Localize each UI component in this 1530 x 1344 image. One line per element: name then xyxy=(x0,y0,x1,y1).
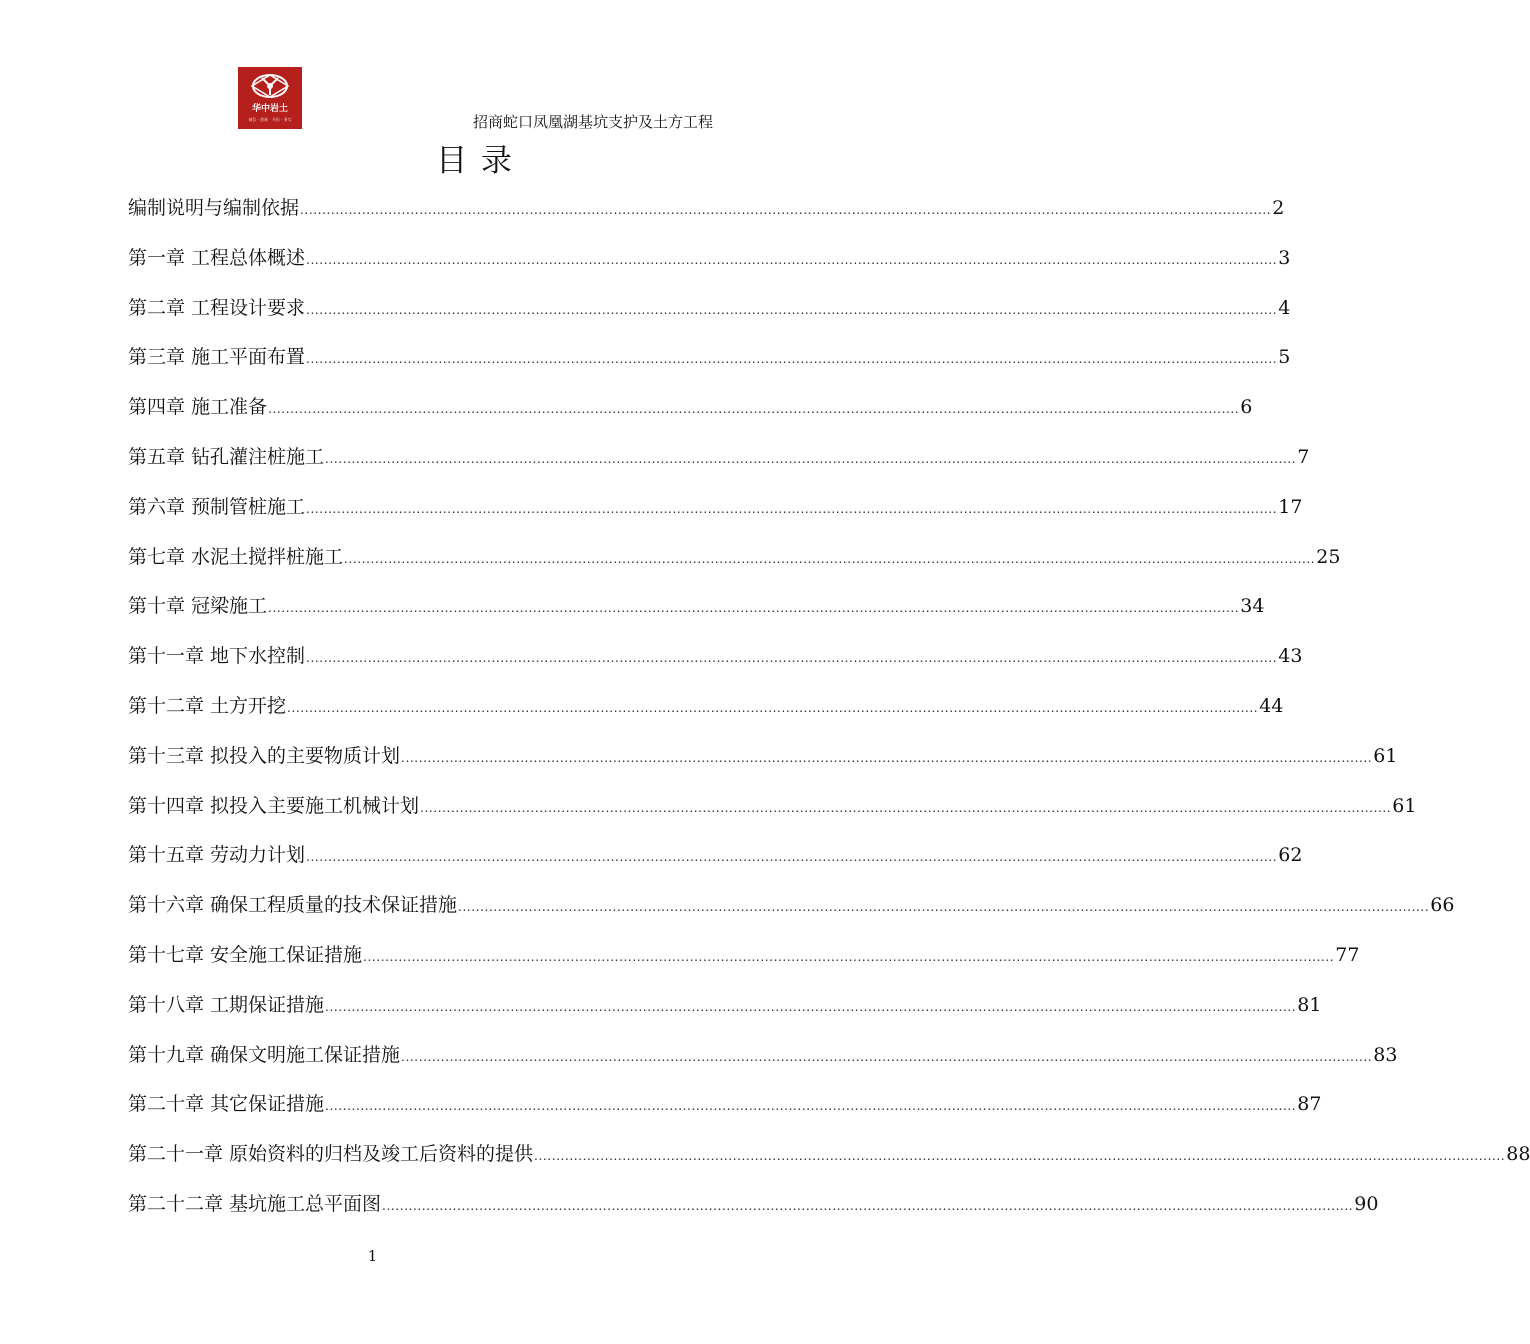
toc-dot-leader: ............................................................................................................................................................................................................................ xyxy=(382,1198,1354,1213)
toc-dot-leader: ............................................................................................................................................................................................................................ xyxy=(344,551,1316,566)
toc-entry-label: 第二十章 其它保证措施 xyxy=(128,1093,325,1116)
toc-entry[interactable] xyxy=(128,640,1303,690)
toc-dot-leader: ............................................................................................................................................................................................................................ xyxy=(363,949,1335,964)
toc-dot-leader: ............................................................................................................................................................................................................................ xyxy=(268,601,1240,616)
toc-entry[interactable] xyxy=(128,341,1291,391)
table-of-contents xyxy=(128,192,1530,1238)
toc-entry-label: 第六章 预制管桩施工 xyxy=(128,495,306,518)
company-logo xyxy=(238,67,302,129)
toc-entry[interactable] xyxy=(128,391,1253,441)
toc-entry-label: 第七章 水泥土搅拌桩施工 xyxy=(128,545,344,568)
toc-entry[interactable] xyxy=(128,690,1284,740)
toc-entry[interactable] xyxy=(128,839,1303,889)
toc-entry-page: 34 xyxy=(1240,595,1265,618)
toc-dot-leader: ............................................................................................................................................................................................................................ xyxy=(458,900,1430,915)
toc-entry-label: 第五章 钻孔灌注桩施工 xyxy=(128,445,325,468)
toc-entry-page: 2 xyxy=(1272,197,1285,219)
toc-entry-page: 61 xyxy=(1373,744,1398,767)
toc-entry-page: 87 xyxy=(1297,1093,1322,1116)
toc-entry-label: 第二十一章 原始资料的归档及竣工后资料的提供 xyxy=(128,1143,534,1166)
toc-dot-leader: ............................................................................................................................................................................................................................ xyxy=(306,651,1278,666)
toc-dot-leader: ............................................................................................................................................................................................................................ xyxy=(268,402,1240,417)
page-number: 1 xyxy=(367,1247,378,1265)
toc-entry-page: 90 xyxy=(1354,1192,1379,1215)
toc-entry[interactable] xyxy=(128,1138,1530,1188)
toc-entry-page: 4 xyxy=(1278,296,1291,319)
toc-entry-page: 6 xyxy=(1240,396,1253,419)
toc-entry[interactable] xyxy=(128,889,1455,939)
toc-dot-leader: ............................................................................................................................................................................................................................ xyxy=(306,302,1278,317)
toc-entry-label: 第十七章 安全施工保证措施 xyxy=(128,943,363,966)
toc-entry[interactable] xyxy=(128,1188,1379,1238)
toc-entry[interactable] xyxy=(128,491,1303,541)
toc-entry-page: 61 xyxy=(1392,794,1417,817)
toc-entry[interactable] xyxy=(128,441,1310,491)
toc-entry-page: 81 xyxy=(1297,993,1322,1016)
toc-entry-label: 第十九章 确保文明施工保证措施 xyxy=(128,1043,401,1066)
toc-entry-label: 第十二章 土方开挖 xyxy=(128,694,287,717)
toc-entry-label: 编制说明与编制依据 xyxy=(128,197,300,219)
logo-tagline: 诚信 · 创新 · 开拓 · 务实 xyxy=(248,117,292,122)
toc-entry-page: 25 xyxy=(1316,545,1341,568)
toc-dot-leader: ............................................................................................................................................................................................................................ xyxy=(300,203,1272,217)
toc-entry-label: 第四章 施工准备 xyxy=(128,396,268,419)
toc-entry[interactable] xyxy=(128,740,1398,790)
toc-entry-label: 第十三章 拟投入的主要物质计划 xyxy=(128,744,401,767)
toc-entry-page: 43 xyxy=(1278,645,1303,668)
toc-entry-page: 44 xyxy=(1259,694,1284,717)
toc-dot-leader: ............................................................................................................................................................................................................................ xyxy=(287,700,1259,715)
toc-entry-page: 17 xyxy=(1278,495,1303,518)
toc-dot-leader: ............................................................................................................................................................................................................................ xyxy=(306,352,1278,367)
toc-entry[interactable] xyxy=(128,1039,1398,1089)
running-header-title: 招商蛇口凤凰湖基坑支护及土方工程 xyxy=(472,113,713,131)
toc-entry-label: 第一章 工程总体概述 xyxy=(128,246,306,269)
toc-entry[interactable] xyxy=(128,541,1341,591)
toc-entry-page: 62 xyxy=(1278,844,1303,867)
toc-entry[interactable] xyxy=(128,292,1291,342)
toc-dot-leader: ............................................................................................................................................................................................................................ xyxy=(420,800,1392,815)
toc-entry[interactable] xyxy=(128,790,1417,840)
toc-dot-leader: ............................................................................................................................................................................................................................ xyxy=(401,1049,1373,1064)
toc-entry-label: 第十六章 确保工程质量的技术保证措施 xyxy=(128,894,458,917)
toc-entry-page: 7 xyxy=(1297,445,1310,468)
toc-entry[interactable] xyxy=(128,1088,1322,1138)
toc-entry-label: 第十一章 地下水控制 xyxy=(128,645,306,668)
toc-entry-label: 第十八章 工期保证措施 xyxy=(128,993,325,1016)
toc-heading: 目 录 xyxy=(436,143,514,179)
toc-entry-page: 66 xyxy=(1430,894,1455,917)
toc-dot-leader: ............................................................................................................................................................................................................................ xyxy=(306,501,1278,516)
toc-entry[interactable] xyxy=(128,242,1291,292)
toc-entry-page: 5 xyxy=(1278,346,1291,369)
toc-dot-leader: ............................................................................................................................................................................................................................ xyxy=(401,750,1373,765)
toc-entry-label: 第二章 工程设计要求 xyxy=(128,296,306,319)
toc-dot-leader: ............................................................................................................................................................................................................................ xyxy=(306,850,1278,865)
toc-entry-label: 第十五章 劳动力计划 xyxy=(128,844,306,867)
logo-company-name: 华中岩土 xyxy=(251,104,288,114)
toc-entry[interactable] xyxy=(128,989,1322,1039)
toc-entry-page: 88 xyxy=(1506,1143,1530,1166)
toc-dot-leader: ............................................................................................................................................................................................................................ xyxy=(534,1149,1506,1164)
toc-entry-page: 3 xyxy=(1278,246,1291,269)
toc-dot-leader: ............................................................................................................................................................................................................................ xyxy=(325,1099,1297,1114)
toc-dot-leader: ............................................................................................................................................................................................................................ xyxy=(306,252,1278,267)
toc-dot-leader: ............................................................................................................................................................................................................................ xyxy=(325,999,1297,1014)
toc-entry-label: 第二十二章 基坑施工总平面图 xyxy=(128,1192,382,1215)
toc-entry[interactable] xyxy=(128,192,1285,242)
toc-entry-page: 83 xyxy=(1373,1043,1398,1066)
toc-entry-label: 第十四章 拟投入主要施工机械计划 xyxy=(128,794,420,817)
toc-entry[interactable] xyxy=(128,939,1360,989)
toc-entry-page: 77 xyxy=(1335,943,1360,966)
toc-entry-label: 第十章 冠梁施工 xyxy=(128,595,268,618)
toc-dot-leader: ............................................................................................................................................................................................................................ xyxy=(325,451,1297,466)
toc-entry-label: 第三章 施工平面布置 xyxy=(128,346,306,369)
toc-entry[interactable] xyxy=(128,590,1265,640)
